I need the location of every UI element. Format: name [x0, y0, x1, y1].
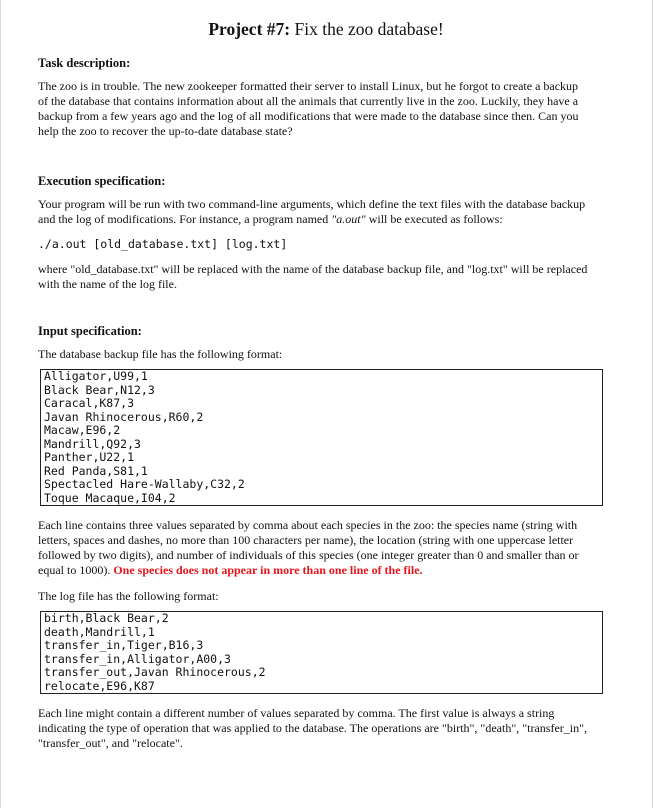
task-line-4: help the zoo to recover the up-to-date database state? [38, 124, 293, 138]
database-row: Alligator,U99,1 [44, 369, 148, 383]
database-row: Black Bear,N12,3 [44, 382, 155, 397]
log-row: transfer_in,Tiger,B16,3 [44, 638, 204, 652]
execution-after-line-2: with the name of the log file. [38, 277, 177, 291]
database-row: Mandrill,Q92,3 [44, 436, 141, 451]
task-line-1: The zoo is in trouble. The new zookeeper formatted their server to install Linux, but he forgot to create a backup [38, 79, 579, 93]
execution-after-line-1: where "old_database.txt" will be replaced with the name of the database backup file, and "log.txt" will be replaced [38, 262, 588, 276]
database-desc-line-1: Each line contains three values separated by comma about each species in the zoo: the species name (string with [38, 518, 578, 532]
title-project-number: Project #7: [208, 19, 291, 39]
database-desc-line-4 [38, 563, 423, 578]
program-name: "a.out" [331, 212, 366, 226]
page-title [38, 18, 614, 40]
database-row: Macaw,E96,2 [44, 423, 121, 437]
log-row: transfer_in,Alligator,A00,3 [44, 651, 231, 666]
database-row: Spectacled Hare-Wallaby,C32,2 [44, 477, 245, 491]
database-row: Panther,U22,1 [44, 450, 135, 464]
unique-species-note: One species does not appear in more than one line of the file. [113, 563, 423, 577]
input-heading: Input specification: [38, 324, 142, 338]
database-desc-line-4-start: equal to 1000). [38, 563, 114, 577]
database-desc-line-2: letters, spaces and dashes, no more than 100 characters per name), the location (string with one uppercase letter [38, 533, 574, 547]
log-example-box [40, 611, 603, 694]
run-command: ./a.out [old_database.txt] [log.txt] [38, 237, 288, 251]
database-row: Caracal,K87,3 [44, 396, 135, 410]
task-line-3: backup from a few years ago and the log of all modifications that were made to the database since then. Can you [38, 109, 579, 123]
log-desc-line-2: indicating the type of operation that was applied to the database. The operations are "birth", "death", "transfer_in", [38, 721, 587, 735]
title-text: Fix the zoo database! [290, 19, 444, 39]
page-border-left [0, 0, 1, 808]
log-row: death,Mandrill,1 [44, 624, 155, 639]
database-row: Javan Rhinocerous,R60,2 [44, 409, 204, 424]
execution-line-2 [38, 212, 503, 227]
database-desc-line-3: followed by two digits), and number of individuals of this species (one integer greater than 0 and smaller than or [38, 548, 579, 562]
task-line-2: of the database that contains information about all the animals that currently live in the zoo. Luckily, they have a [38, 94, 579, 108]
log-format-intro: The log file has the following format: [38, 589, 219, 603]
task-heading: Task description: [38, 56, 131, 70]
execution-line-2-start: and the log of modifications. For instance, a program named [38, 212, 332, 226]
log-row: transfer_out,Javan Rhinocerous,2 [44, 665, 266, 679]
log-desc-line-3: "transfer_out", and "relocate". [38, 736, 183, 750]
log-row: relocate,E96,K87 [44, 678, 155, 693]
execution-line-1: Your program will be run with two command-line arguments, which define the text files with the database backup [38, 197, 586, 211]
execution-line-2-end: will be executed as follows: [365, 212, 503, 226]
execution-heading: Execution specification: [38, 174, 166, 188]
database-row: Red Panda,S81,1 [44, 463, 148, 478]
log-desc-line-1: Each line might contain a different number of values separated by comma. The first value is always a string [38, 706, 555, 720]
database-row: Toque Macaque,I04,2 [44, 490, 176, 505]
database-example-box [40, 369, 603, 506]
log-row: birth,Black Bear,2 [44, 611, 169, 625]
database-format-intro: The database backup file has the following format: [38, 347, 283, 361]
